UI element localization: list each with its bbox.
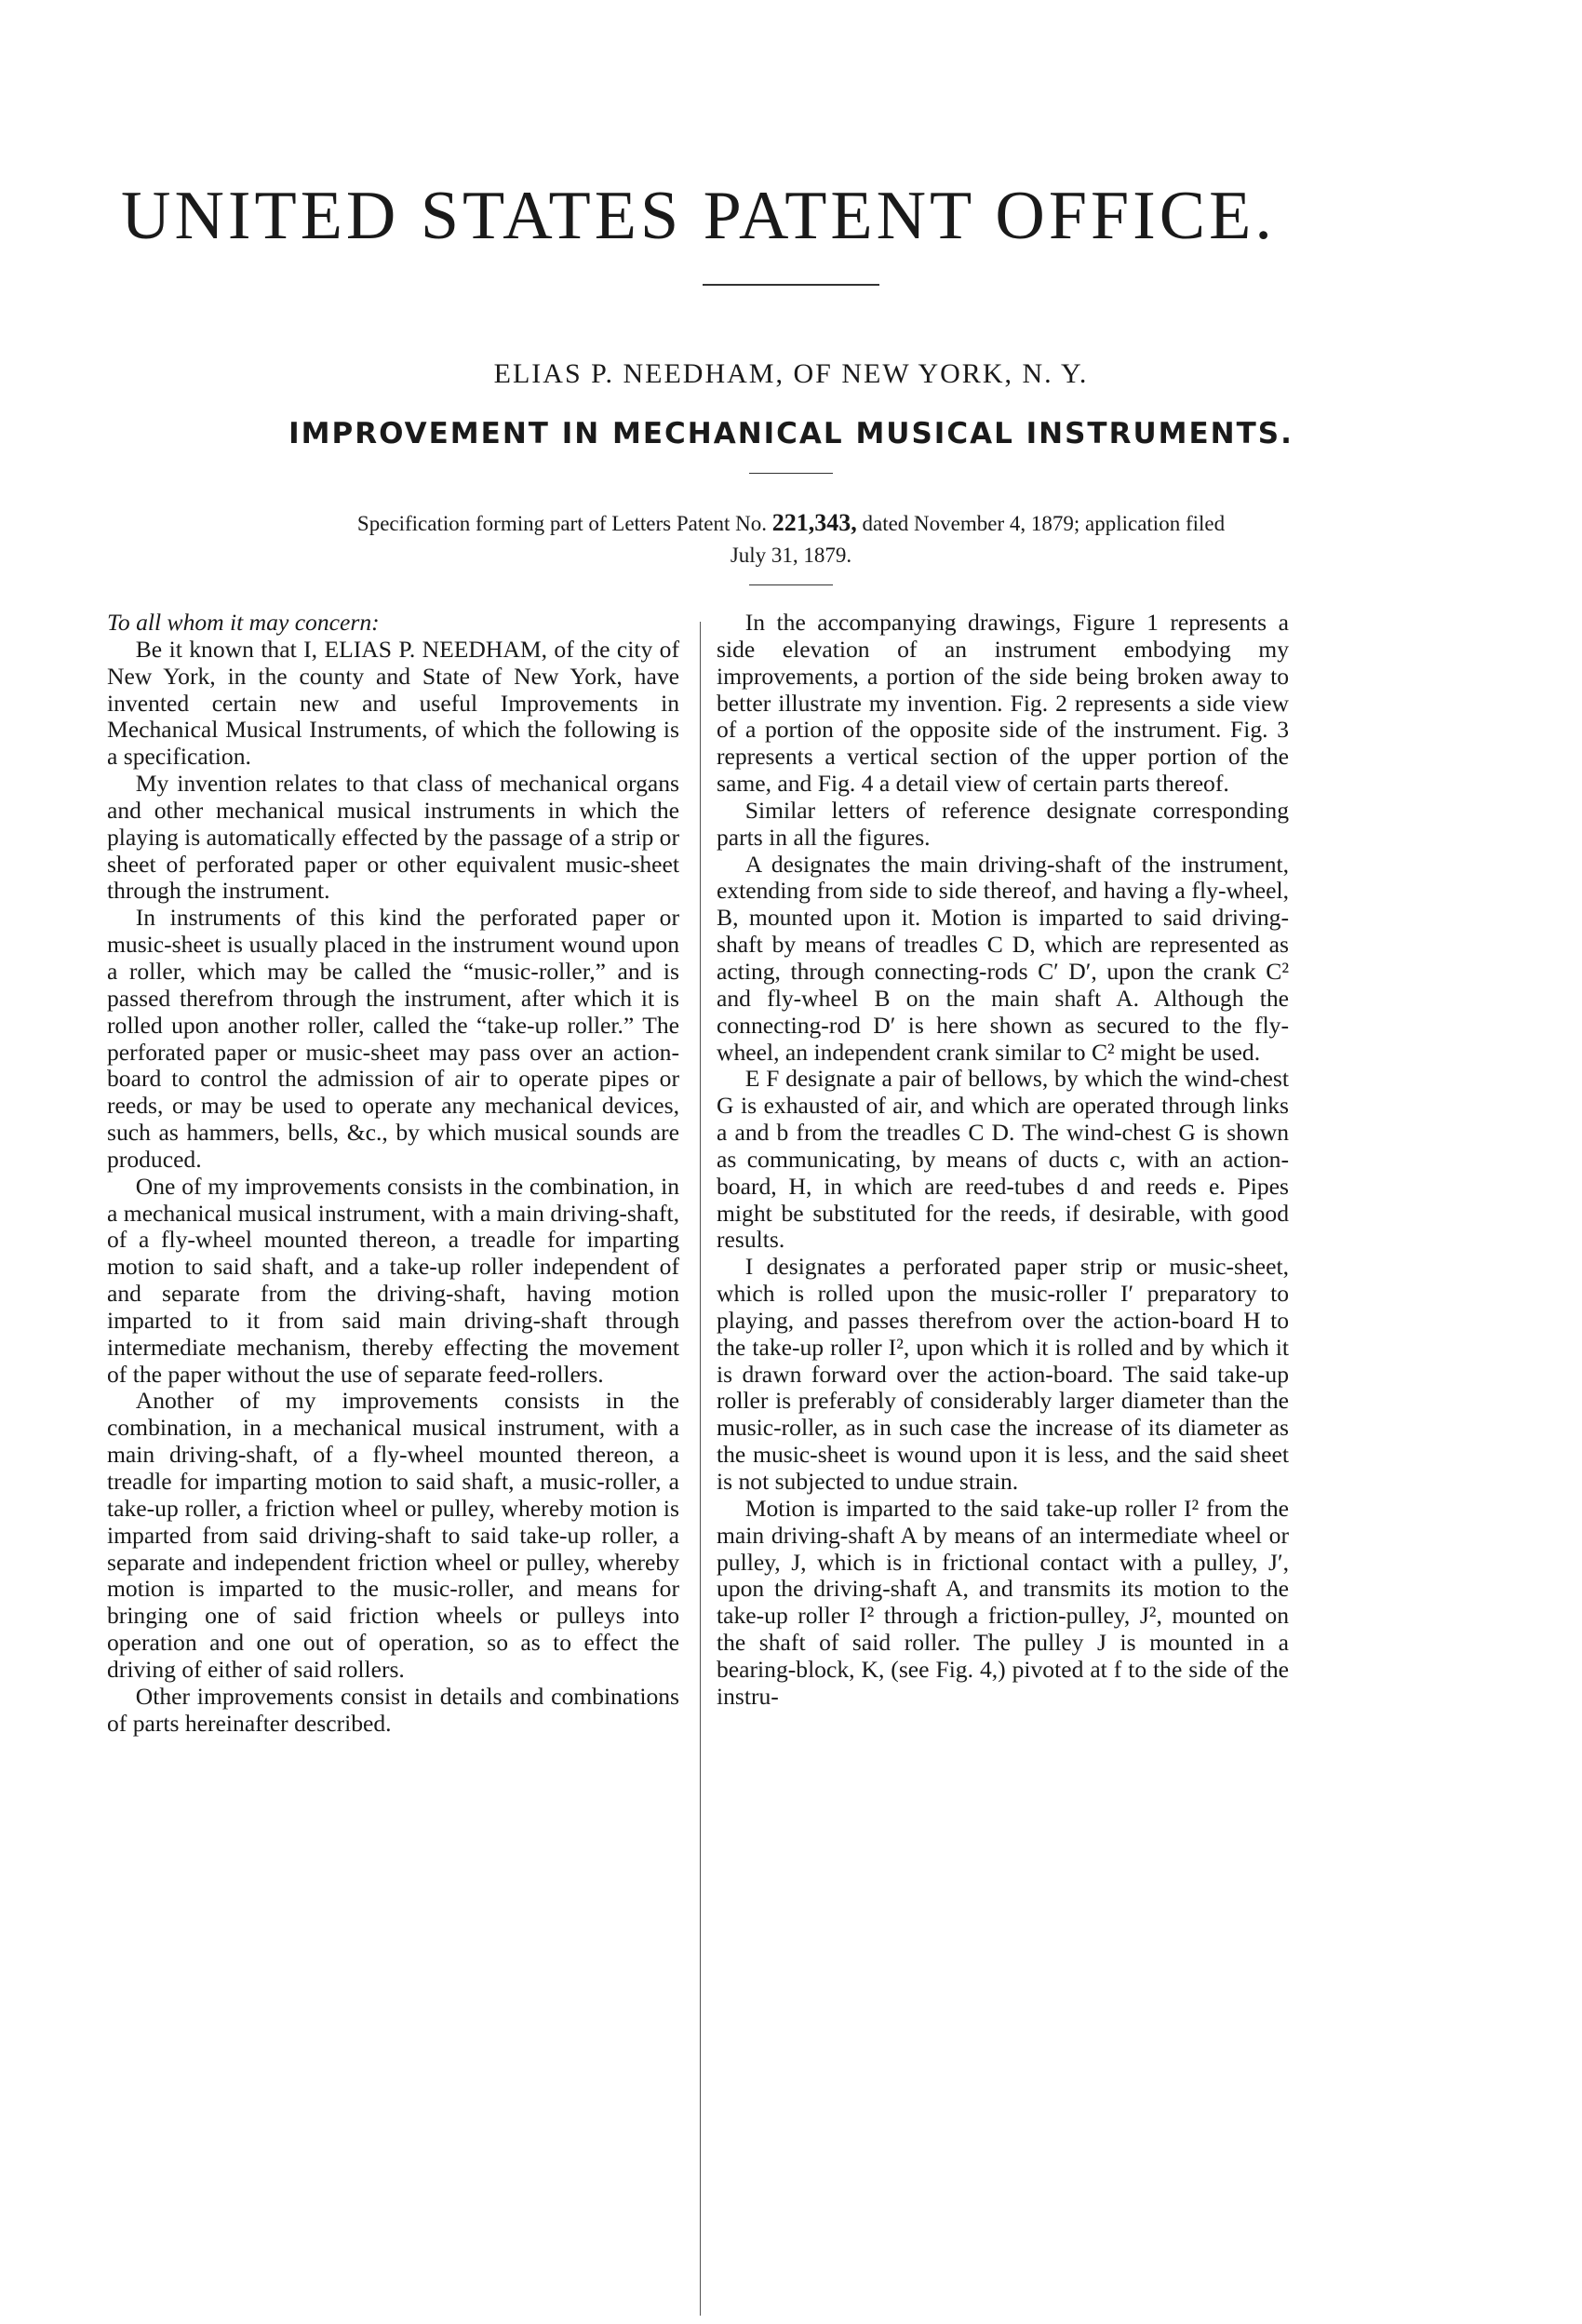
paragraph: Be it known that I, ELIAS P. NEEDHAM, of the city of New York, in the county and State of New York, have invented certain new and useful Improvements in Mechanical Musical Instruments, of which the following is a specification.	[107, 635, 679, 771]
column-divider	[700, 622, 701, 2316]
improvement-rule	[749, 473, 833, 474]
paragraph: Other improvements consist in details and combinations of parts hereinafter described.	[107, 1682, 679, 1737]
right-column	[717, 610, 1289, 1711]
paragraph: Motion is imparted to the said take-up roller I² from the main driving-shaft A by means of an intermediate wheel or pulley, J, which is in frictional contact with a pulley, J′, upon the driving-shaft A, and transmits its motion to the take-up roller I² through a friction-pulley, J², mounted on the shaft of said roller. The pulley J is mounted in a bearing-block, K, (see Fig. 4,) pivoted at f to the side of the instru-	[717, 1494, 1289, 1710]
title-rule	[703, 284, 879, 286]
paragraph: Another of my improvements consists in the combination, in a mechanical musical instrument, with a main driving-shaft, of a fly-wheel mounted thereon, a treadle for imparting motion to said shaft, a music-roller, a take-up roller, a friction wheel or pulley, whereby motion is imparted from said driving-shaft to said take-up roller, a separate and independent friction wheel or pulley, whereby motion is imparted to the music-roller, and means for bringing one of said friction wheels or pulleys into operation and one out of operation, so as to effect the driving of either of said rollers.	[107, 1387, 679, 1683]
inventor-line: ELIAS P. NEEDHAM, OF NEW YORK, N. Y.	[493, 358, 1089, 389]
improvement-title: IMPROVEMENT IN MECHANICAL MUSICAL INSTRUMENTS.	[288, 417, 1294, 450]
patent-number: 221,343,	[771, 509, 857, 536]
spec-suffix: dated November 4, 1879; application filed	[862, 512, 1226, 535]
paragraph: In instruments of this kind the perforated paper or music-sheet is usually placed in the instrument wound upon a roller, which may be called the “music-roller,” and is passed therefrom through the instrument, after which it is rolled upon another roller, called the “take-up roller.” The perforated paper or music-sheet may pass over an action-board to control the admission of air to operate pipes or reeds, or may be used to operate any mechanical devices, such as hammers, bells, &c., by which musical sounds are produced.	[107, 904, 679, 1173]
paragraph: My invention relates to that class of mechanical organs and other mechanical musical instruments in which the playing is automatically effected by the passage of a strip or sheet of perforated paper or other equivalent music-sheet through the instrument.	[107, 770, 679, 905]
paragraph: E F designate a pair of bellows, by which the wind-chest G is exhausted of air, and which are operated through links a and b from the treadles C D. The wind-chest G is shown as communicating, by means of ducts c, with an action-board, H, in which are reed-tubes d and reeds e. Pipes might be substituted for the reeds, if desirable, with good results.	[717, 1065, 1289, 1254]
spec-prefix: Specification forming part of Letters Patent No.	[356, 512, 767, 535]
paragraph: In the accompanying drawings, Figure 1 represents a side elevation of an instrument embodying my improvements, a portion of the side being broken away to better illustrate my invention. Fig. 2 represents a side view of a portion of the opposite side of the instrument. Fig. 3 represents a vertical section of the upper portion of the same, and Fig. 4 a detail view of certain parts thereof.	[717, 609, 1289, 798]
specification-line	[158, 507, 1424, 571]
office-title: UNITED STATES PATENT OFFICE.	[121, 178, 1276, 254]
spec-rule	[749, 584, 833, 585]
spec-date-line: July 31, 1879.	[730, 544, 852, 567]
salutation: To all whom it may concern:	[107, 609, 380, 636]
paragraph: I designates a perforated paper strip or music-sheet, which is rolled upon the music-roller I′ preparatory to playing, and passes therefrom over the action-board H to the take-up roller I², upon which it is rolled and by which it is drawn forward over the action-board. The said take-up roller is preferably of considerably larger diameter than the music-roller, as in such case the increase of its diameter as the music-sheet is wound upon it is less, and the said sheet is not subjected to undue strain.	[717, 1253, 1289, 1495]
paragraph: Similar letters of reference designate corresponding parts in all the figures.	[717, 796, 1289, 851]
paragraph: A designates the main driving-shaft of the instrument, extending from side to side thereof, and having a fly-wheel, B, mounted upon it. Motion is imparted to said driving-shaft by means of treadles C D, which are represented as acting, through connecting-rods C′ D′, upon the crank C² and fly-wheel B on the main shaft A. Although the connecting-rod D′ is here shown as secured to the fly-wheel, an independent crank similar to C² might be used.	[717, 850, 1289, 1066]
paragraph: One of my improvements consists in the combination, in a mechanical musical instrument, with a main driving-shaft, of a fly-wheel mounted thereon, a treadle for imparting motion to said shaft, and a take-up roller independent of and separate from the driving-shaft, having motion imparted to it from said main driving-shaft through intermediate mechanism, thereby effecting the movement of the paper without the use of separate feed-rollers.	[107, 1172, 679, 1388]
left-column	[107, 610, 679, 1737]
